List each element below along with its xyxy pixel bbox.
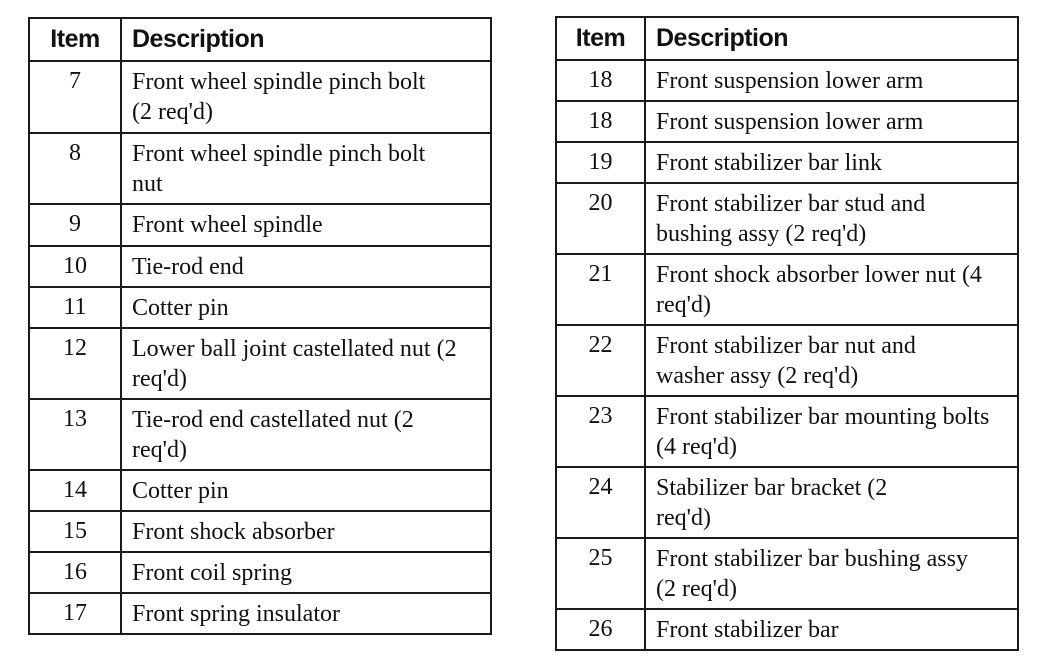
table-row: [29, 133, 491, 204]
table-row: [556, 538, 1018, 609]
item-description: Front coil spring: [121, 552, 491, 593]
item-number: 11: [29, 287, 121, 328]
item-description: [121, 399, 491, 470]
item-number: 7: [29, 61, 121, 133]
item-description: [645, 538, 1018, 609]
item-number: 21: [556, 254, 645, 325]
table-row: [556, 60, 1018, 101]
item-description: Front spring insulator: [121, 593, 491, 634]
item-number: 17: [29, 593, 121, 634]
item-number: 19: [556, 142, 645, 183]
item-description: [121, 328, 491, 399]
description-text: Front stabilizer bar stud and bushing assy (2 req'd): [656, 191, 926, 247]
table-header-row: [556, 17, 1018, 60]
parts-table-right: [555, 16, 1019, 651]
description-text: Front stabilizer bar mounting bolts (4 req'd): [656, 404, 990, 460]
item-description: [645, 467, 1018, 538]
table-row: [556, 254, 1018, 325]
table-row: [29, 287, 491, 328]
description-text: Front wheel spindle pinch bolt nut: [132, 141, 426, 197]
item-number: 14: [29, 470, 121, 511]
item-description: Front suspension lower arm: [645, 60, 1018, 101]
item-description: Cotter pin: [121, 287, 491, 328]
table-row: [29, 328, 491, 399]
table-header-row: [29, 18, 491, 61]
item-description: [645, 325, 1018, 396]
item-column-header: Item: [29, 18, 121, 61]
description-text: Front stabilizer bar bushing assy (2 req'd): [656, 546, 968, 602]
item-number: 12: [29, 328, 121, 399]
table-row: [29, 552, 491, 593]
item-number: 25: [556, 538, 645, 609]
table-row: [556, 183, 1018, 254]
item-description: Front shock absorber: [121, 511, 491, 552]
item-number: 10: [29, 246, 121, 287]
table-row: [29, 246, 491, 287]
item-description: Tie-rod end: [121, 246, 491, 287]
item-description: [645, 396, 1018, 467]
item-number: 20: [556, 183, 645, 254]
item-description: Front suspension lower arm: [645, 101, 1018, 142]
item-number: 22: [556, 325, 645, 396]
table-row: [29, 204, 491, 246]
item-description: [121, 133, 491, 204]
parts-table-left: [28, 17, 492, 635]
item-number: 8: [29, 133, 121, 204]
item-description: [645, 254, 1018, 325]
description-text: Front wheel spindle pinch bolt (2 req'd): [132, 69, 426, 125]
item-description: [645, 183, 1018, 254]
item-number: 23: [556, 396, 645, 467]
table-row: [29, 399, 491, 470]
item-number: 24: [556, 467, 645, 538]
description-text: Stabilizer bar bracket (2 req'd): [656, 475, 888, 531]
table-row: [556, 396, 1018, 467]
table-row: [29, 593, 491, 634]
description-text: Lower ball joint castellated nut (2 req'd): [132, 336, 457, 392]
item-description: Front stabilizer bar: [645, 609, 1018, 650]
item-number: 18: [556, 101, 645, 142]
description-column-header: Description: [121, 18, 491, 61]
item-description: Front wheel spindle: [121, 204, 491, 246]
item-number: 16: [29, 552, 121, 593]
table-row: [556, 609, 1018, 650]
table-row: [29, 61, 491, 133]
item-number: 18: [556, 60, 645, 101]
description-text: Tie-rod end castellated nut (2 req'd): [132, 407, 414, 463]
item-number: 26: [556, 609, 645, 650]
table-row: [29, 511, 491, 552]
table-row: [556, 325, 1018, 396]
table-row: [556, 467, 1018, 538]
item-description: [121, 61, 491, 133]
description-text: Front shock absorber lower nut (4 req'd): [656, 262, 982, 318]
table-row: [556, 101, 1018, 142]
item-description: Cotter pin: [121, 470, 491, 511]
table-row: [29, 470, 491, 511]
description-text: Front stabilizer bar nut and washer assy (2 req'd): [656, 333, 916, 389]
item-number: 9: [29, 204, 121, 246]
item-column-header: Item: [556, 17, 645, 60]
item-description: Front stabilizer bar link: [645, 142, 1018, 183]
table-row: [556, 142, 1018, 183]
item-number: 15: [29, 511, 121, 552]
item-number: 13: [29, 399, 121, 470]
description-column-header: Description: [645, 17, 1018, 60]
